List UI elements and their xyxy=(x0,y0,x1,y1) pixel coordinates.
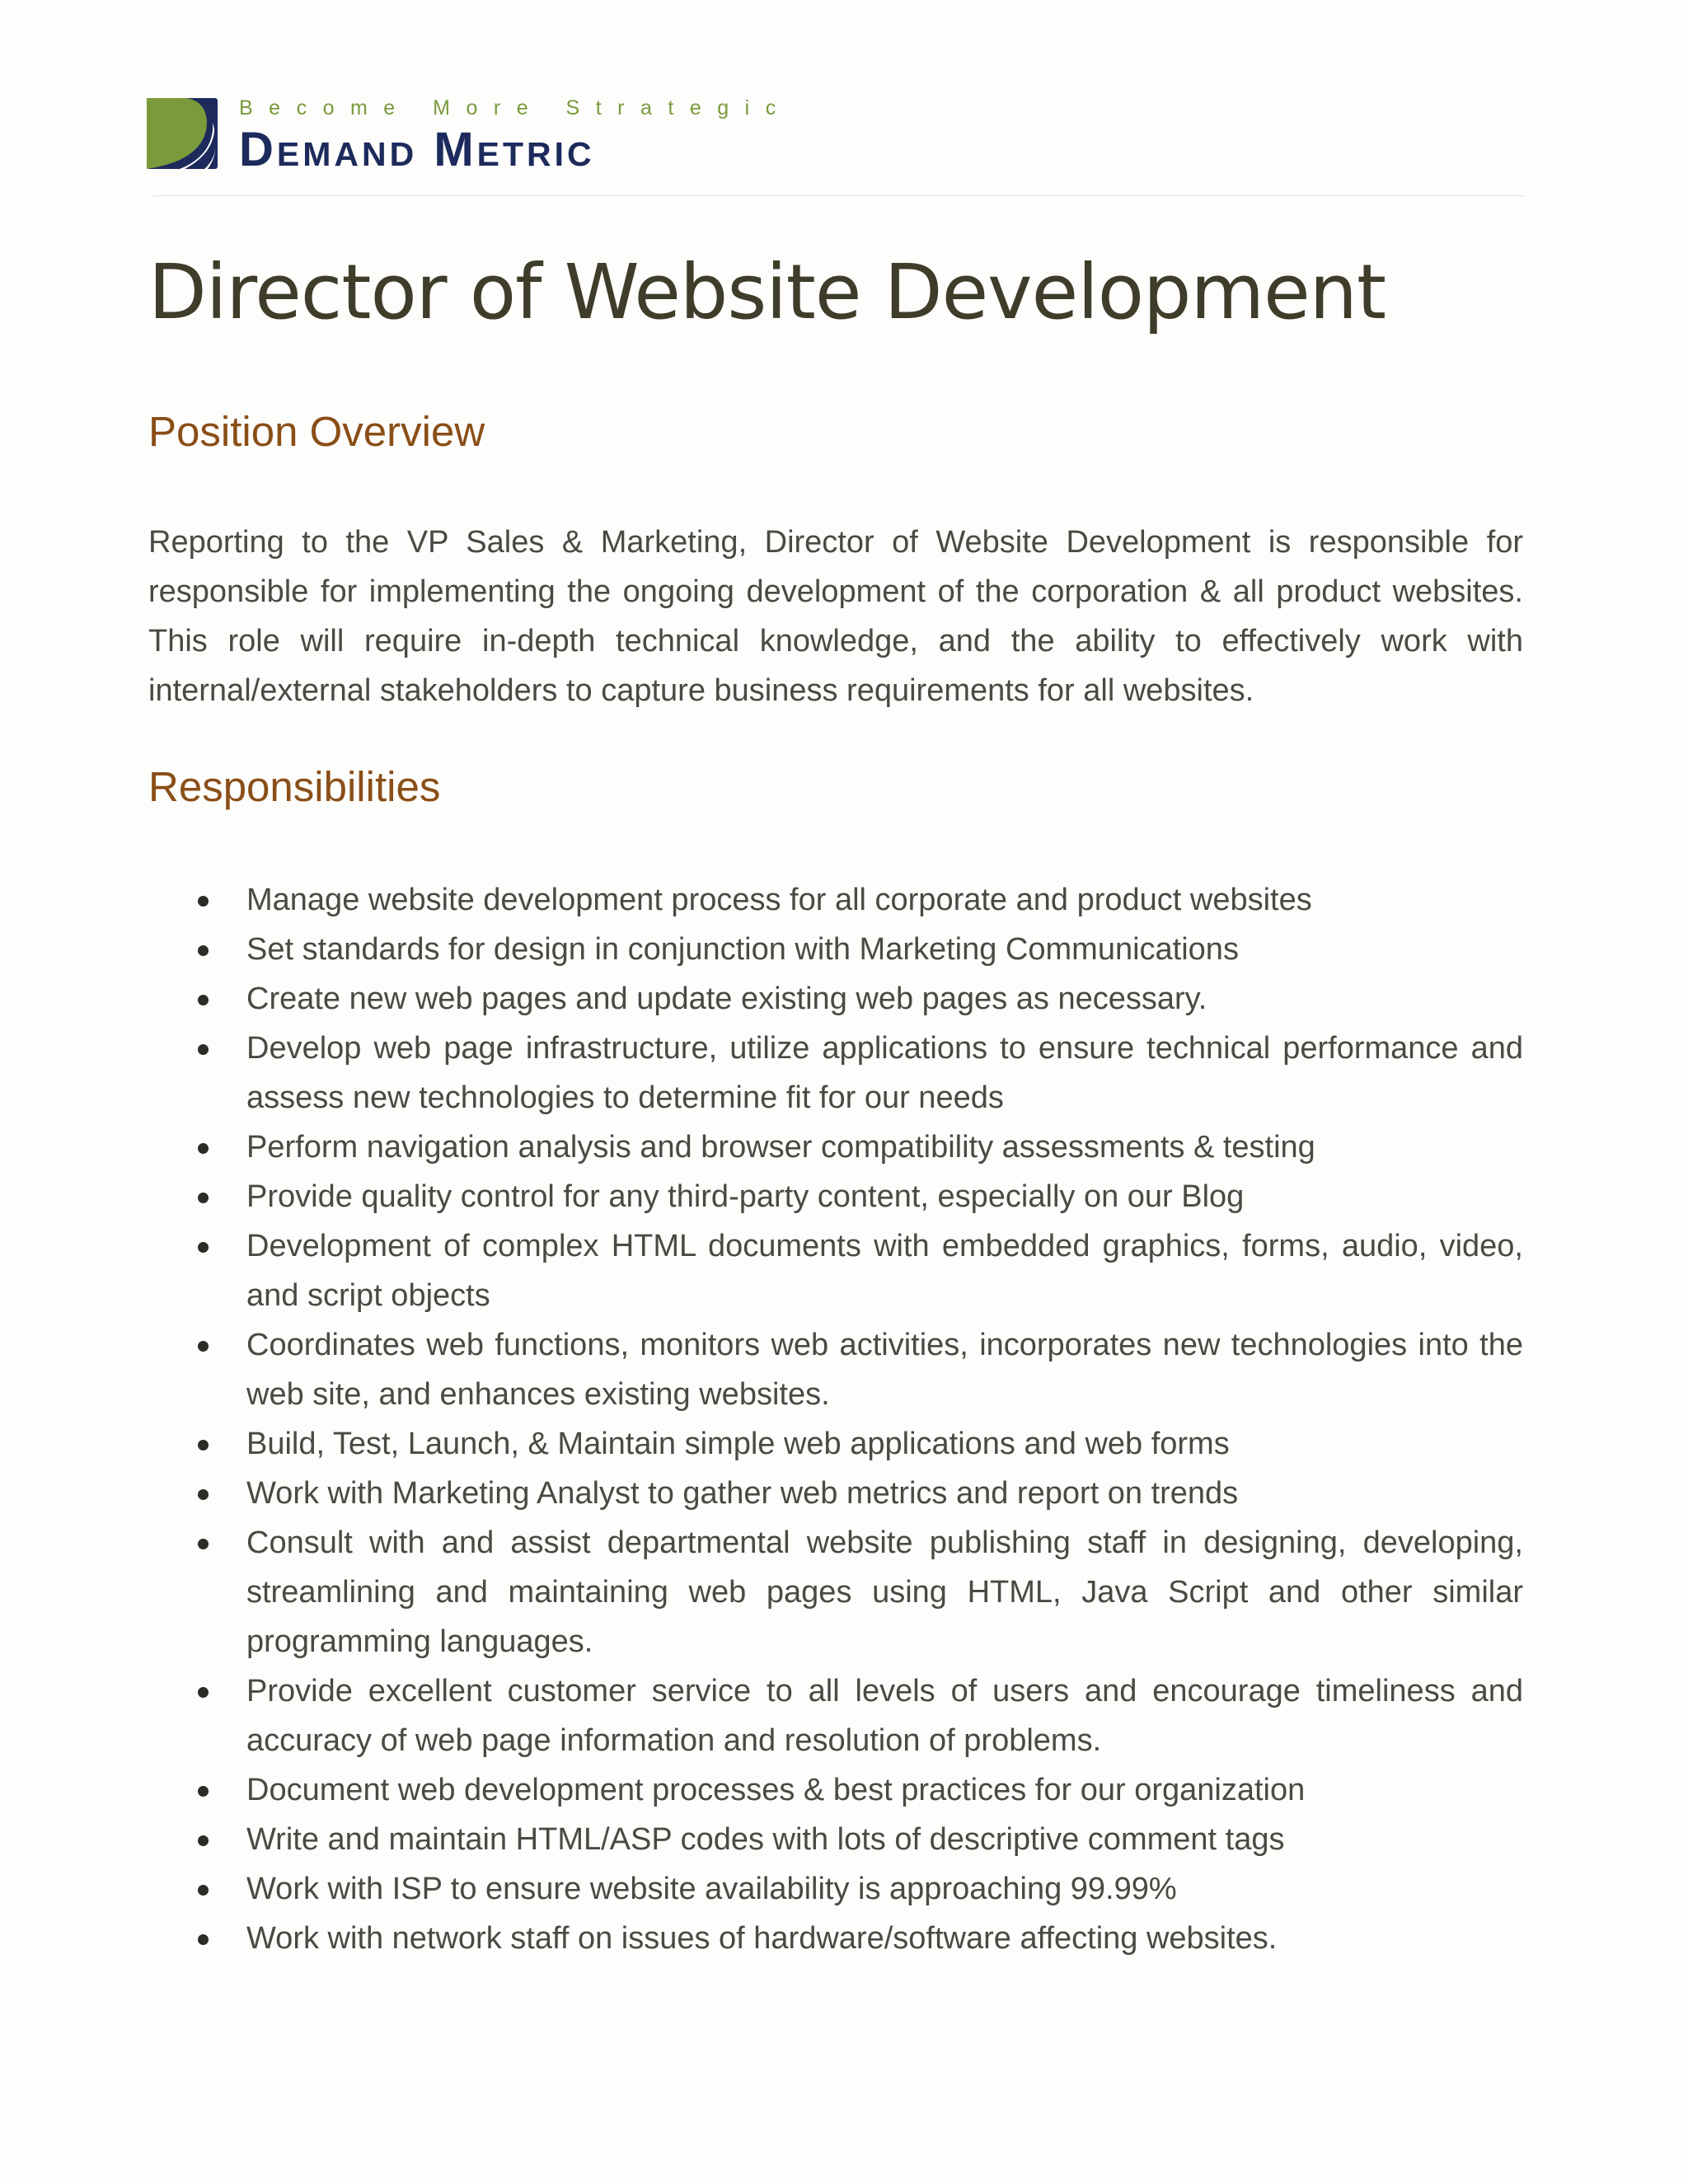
list-item xyxy=(148,974,1523,1024)
list-item xyxy=(148,925,1523,974)
list-item xyxy=(148,1024,1523,1122)
logo-tagline: Become More Strategic xyxy=(239,96,792,120)
list-item-text: Work with ISP to ensure website availability is approaching 99.99% xyxy=(246,1872,1177,1906)
list-item xyxy=(148,875,1523,925)
demand-metric-logo xyxy=(147,95,792,176)
logo-name: Demand Metric xyxy=(239,123,595,176)
list-item-text: Work with Marketing Analyst to gather web metrics and report on trends xyxy=(246,1476,1239,1511)
header-divider xyxy=(153,195,1525,196)
list-item-text: Consult with and assist departmental website publishing staff in designing, developing, streamlining and maintaining web pages using HTML, Java Script and other similar programming languages. xyxy=(246,1526,1523,1659)
bullet-icon xyxy=(198,1044,209,1055)
responsibilities-heading: Responsibilities xyxy=(148,763,441,810)
bullet-icon xyxy=(198,1143,209,1154)
list-item xyxy=(148,1172,1523,1221)
list-item xyxy=(148,1864,1523,1914)
list-item xyxy=(148,1518,1523,1666)
bullet-icon xyxy=(198,1687,209,1698)
list-item xyxy=(148,1765,1523,1815)
list-item xyxy=(148,1221,1523,1320)
bullet-icon xyxy=(198,1934,209,1945)
bullet-icon xyxy=(198,1242,209,1253)
bullet-icon xyxy=(198,1786,209,1797)
list-item-text: Provide excellent customer service to all levels of users and encourage timeliness and accuracy of web page information and resolution of problems. xyxy=(246,1674,1523,1758)
bullet-icon xyxy=(198,896,209,907)
bullet-icon xyxy=(198,1539,209,1549)
bullet-icon xyxy=(198,1193,209,1203)
responsibilities-list xyxy=(148,875,1523,1963)
list-item xyxy=(148,1419,1523,1469)
list-item-text: Provide quality control for any third-party content, especially on our Blog xyxy=(246,1179,1245,1214)
list-item-text: Build, Test, Launch, & Maintain simple web applications and web forms xyxy=(246,1427,1230,1461)
list-item-text: Development of complex HTML documents with embedded graphics, forms, audio, video, and script objects xyxy=(246,1229,1523,1313)
list-item-text: Work with network staff on issues of hardware/software affecting websites. xyxy=(246,1921,1278,1956)
list-item-text: Manage website development process for all corporate and product websites xyxy=(246,883,1312,917)
list-item-text: Create new web pages and update existing web pages as necessary. xyxy=(246,982,1207,1016)
list-item-text: Develop web page infrastructure, utilize applications to ensure technical performance and assess new technologies to determine fit for our needs xyxy=(246,1031,1523,1115)
list-item xyxy=(148,1122,1523,1172)
list-item-text: Coordinates web functions, monitors web activities, incorporates new technologies into the web site, and enhances existing websites. xyxy=(246,1328,1523,1412)
list-item-text: Document web development processes & best practices for our organization xyxy=(246,1773,1306,1807)
list-item xyxy=(148,1815,1523,1864)
list-item xyxy=(148,1666,1523,1765)
bullet-icon xyxy=(198,1341,209,1352)
list-item xyxy=(148,1320,1523,1419)
bullet-icon xyxy=(198,1489,209,1500)
list-item-text: Write and maintain HTML/ASP codes with lots of descriptive comment tags xyxy=(246,1822,1285,1857)
logo-mark-icon xyxy=(147,98,218,169)
overview-paragraph: Reporting to the VP Sales & Marketing, Director of Website Development is responsible for responsible for implementing the ongoing development of the corporation & all product websites. This role will require in-depth technical knowledge, and the ability to effectively work with internal/external stakeholders to capture business requirements for all websites. xyxy=(148,525,1523,708)
list-item-text: Set standards for design in conjunction with Marketing Communications xyxy=(246,932,1239,967)
bullet-icon xyxy=(198,1835,209,1846)
page-title: Director of Website Development xyxy=(148,248,1386,336)
bullet-icon xyxy=(198,1885,209,1896)
bullet-icon xyxy=(198,995,209,1005)
list-item xyxy=(148,1914,1523,1963)
overview-heading: Position Overview xyxy=(148,408,485,455)
list-item xyxy=(148,1469,1523,1518)
bullet-icon xyxy=(198,1440,209,1451)
list-item-text: Perform navigation analysis and browser compatibility assessments & testing xyxy=(246,1130,1315,1165)
bullet-icon xyxy=(198,945,209,956)
